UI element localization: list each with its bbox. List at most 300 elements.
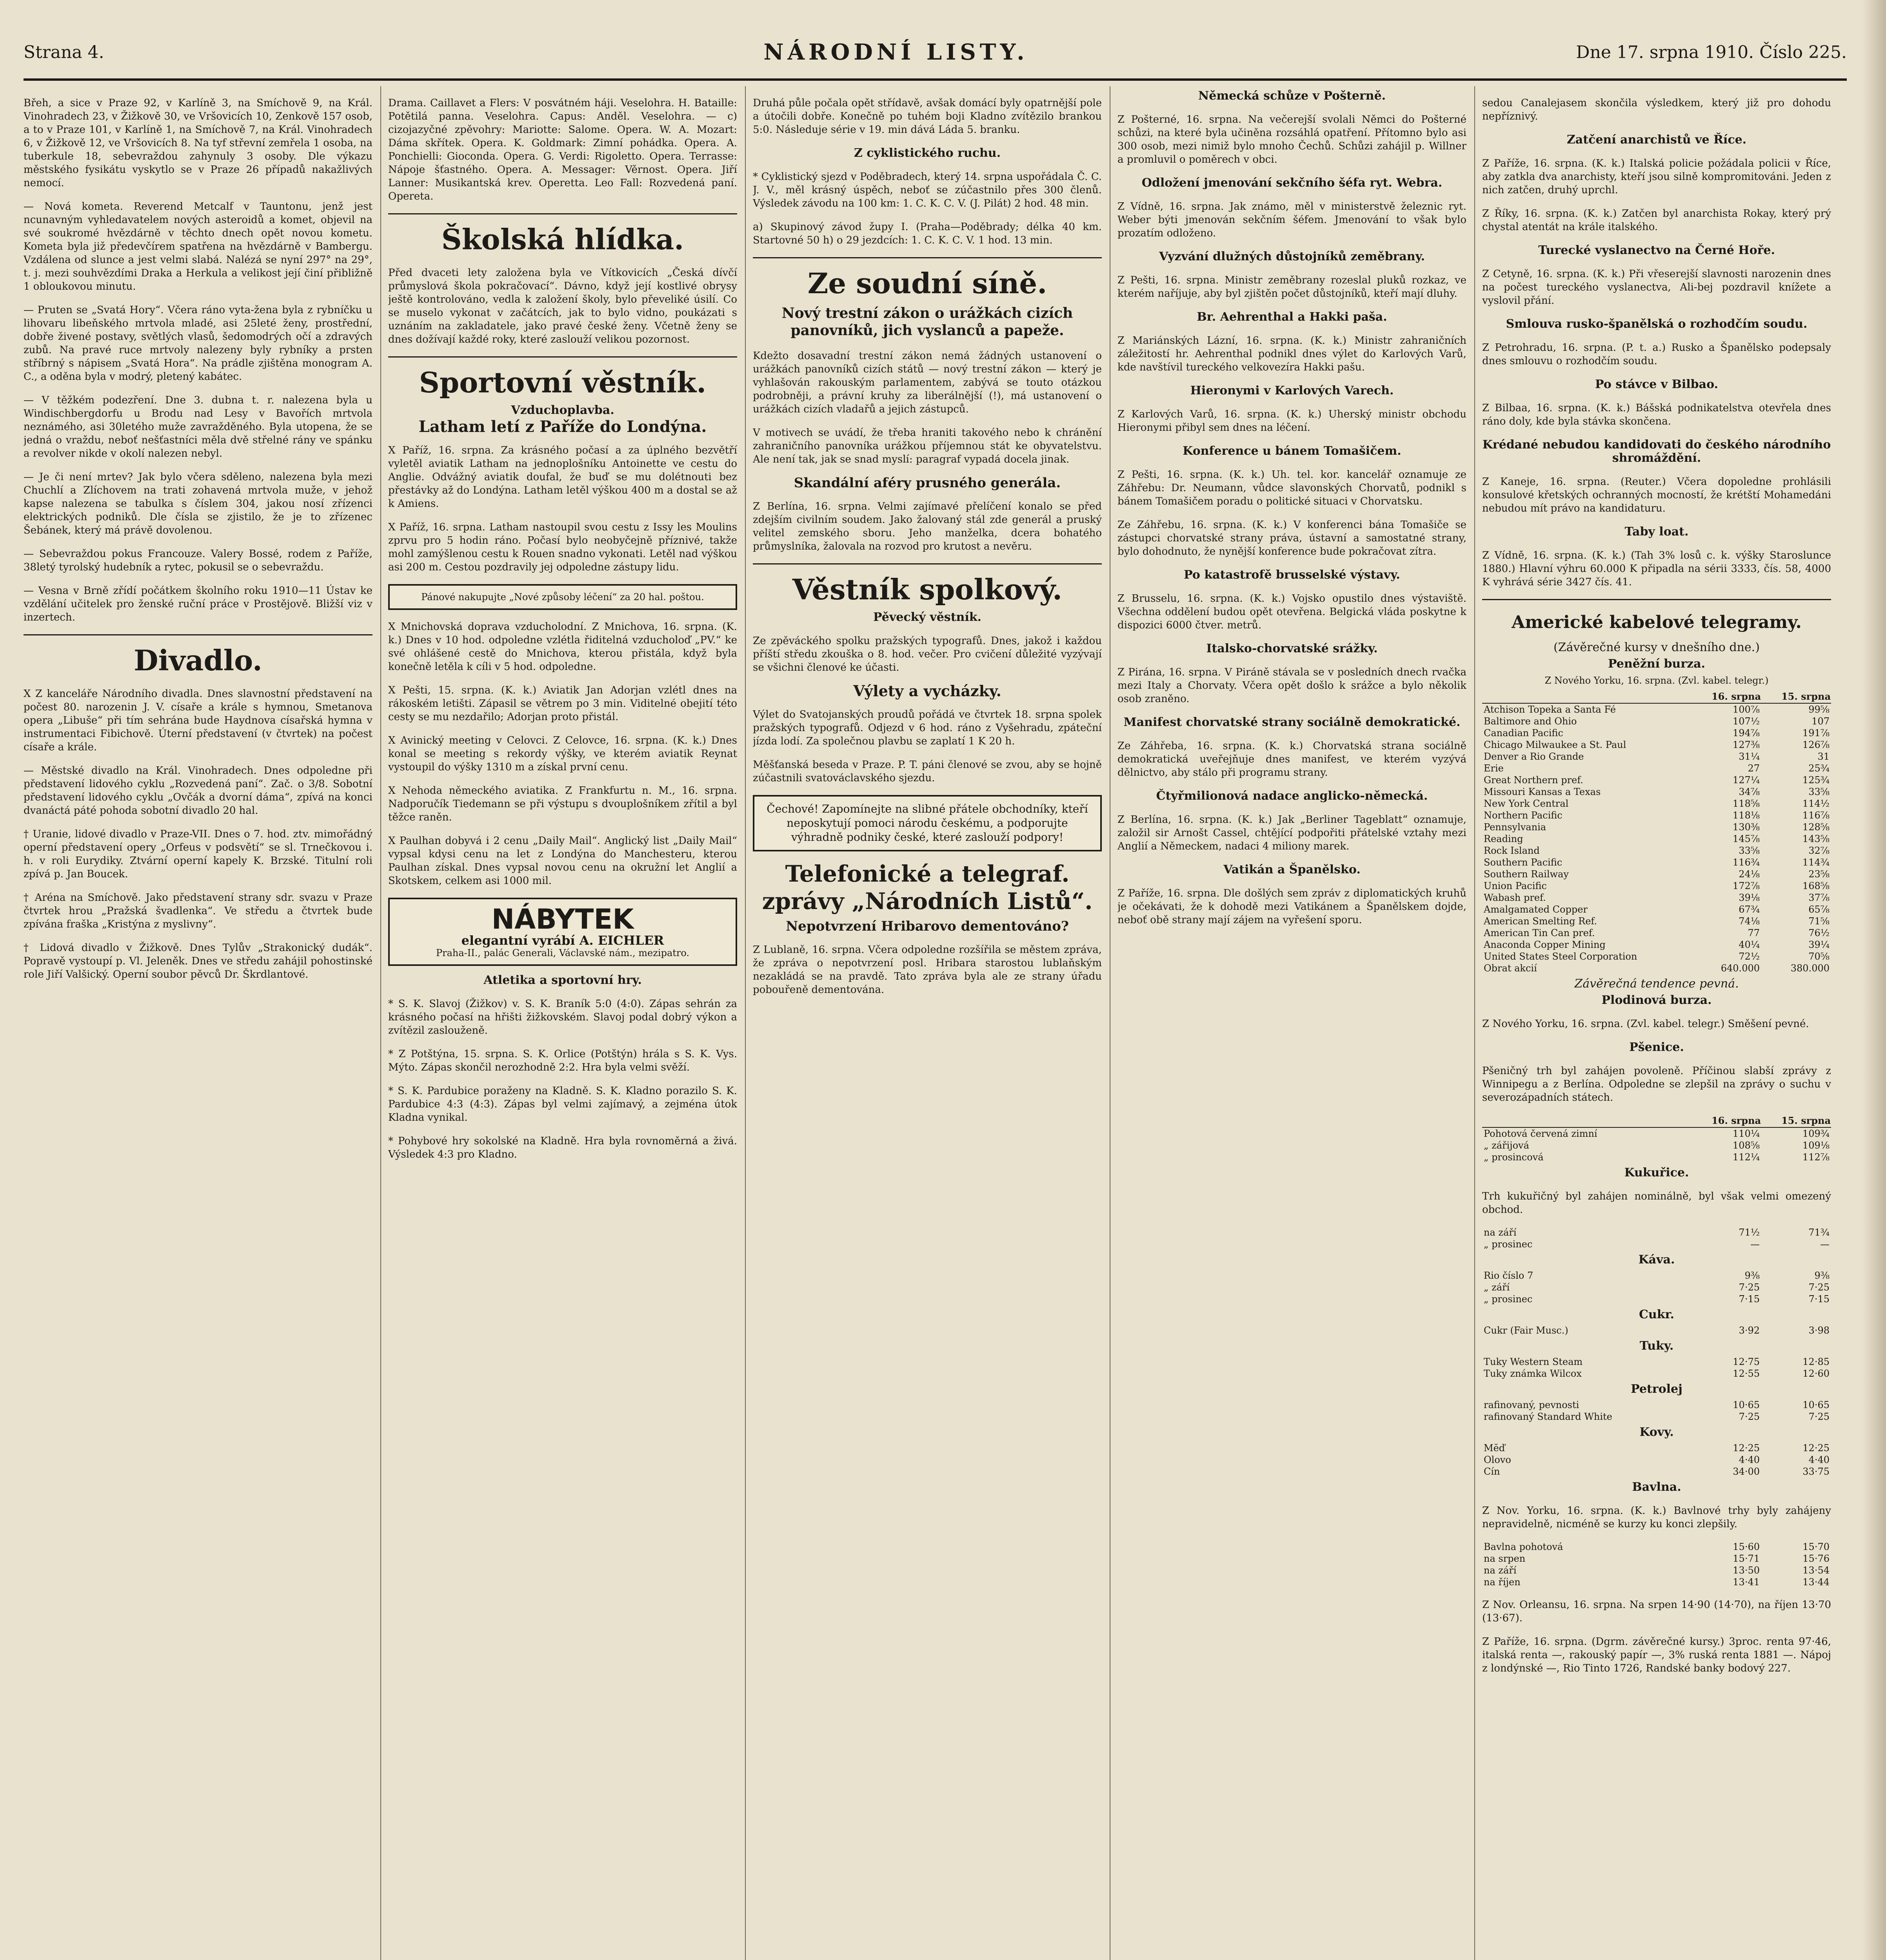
section-divadlo: Divadlo.	[134, 644, 262, 677]
headline-cukr: Cukr.	[1639, 1308, 1674, 1321]
table-value-cell: 380.000	[1790, 963, 1830, 974]
table-label-cell: Mĕď	[1484, 1443, 1505, 1454]
table-value-cell: 112⅞	[1802, 1152, 1830, 1163]
market-paragraph: Z Paříže, 16. srpna. (Dgrm. závěrečné kursy.) 3proc. renta 97·46, italská renta —, rakouský papír —, 3% ruská renta 1881 —. Nápoj z londýnské —, Rio Tinto 1726, Randské banky bodový 227.	[1482, 1636, 1831, 1674]
sport-paragraph: X Mnichovská doprava vzducholodní. Z Mnichova, 16. srpna. (K. k.) Dnes v 10 hod. odpoledne vzlétla řiditelná vzducholoď „PV.“ ke své ohlášené cestě do Mnichova, kterou přistála, když byla konečně letěla k cíli v 5 hod. odpoledne.	[388, 621, 737, 673]
table-label-cell: Cín	[1484, 1466, 1500, 1477]
table-label-cell: United States Steel Corporation	[1484, 951, 1637, 962]
table-label-cell: Pohotová červená zimní	[1484, 1128, 1597, 1139]
table-label-cell: „ prosincová	[1484, 1152, 1544, 1163]
headline-plodinova-burza: Plodinová burza.	[1601, 993, 1712, 1007]
table-value-cell: 33⅝	[1808, 786, 1830, 797]
headline-latham: Latham letí z Paříže do Londýna.	[418, 417, 707, 436]
divider	[24, 634, 372, 635]
telegraph-paragraph: Z Lublaně, 16. srpna. Včera odpoledne rozšířila se městem zpráva, že zpráva o nepotvrzení posl. Hribara starostou lublaňským nezakládá se na pravdě. Tato zpráva byla ale ze strany úřadu pobouřeně dementována.	[753, 944, 1102, 996]
table-value-cell: 3·92	[1739, 1325, 1760, 1336]
table-value-cell: 74⅛	[1739, 916, 1760, 927]
headline-hribar: Nepotvrzení Hribarovo dementováno?	[786, 918, 1069, 934]
table-row	[1482, 962, 1831, 974]
table-cukr	[1482, 1325, 1831, 1336]
table-header-cell	[1482, 690, 1692, 703]
table-value-cell: 99⅝	[1808, 704, 1830, 715]
divider	[753, 257, 1102, 258]
sport-paragraph: * Pohybové hry sokolské na Kladně. Hra byla rovnoměrná a živá. Výsledek 4:3 pro Kladno.	[388, 1135, 737, 1160]
table-value-cell: 114½	[1802, 798, 1830, 809]
headline-manifest: Manifest chorvatské strany sociálně demokratické.	[1123, 715, 1461, 729]
section-soudni-sin: Ze soudní síně.	[807, 267, 1047, 300]
headline-penezni-burza: Peněžní burza.	[1608, 657, 1705, 671]
headline-weber: Odložení jmenování sekčního šéfa ryt. Webra.	[1141, 176, 1443, 190]
table-value-cell: 40¼	[1739, 939, 1760, 950]
table-value-cell: 172⅞	[1732, 880, 1760, 891]
table-value-cell: 12·85	[1802, 1356, 1830, 1367]
table-label-cell: Northern Pacific	[1484, 810, 1563, 821]
table-value-cell: 12·60	[1802, 1368, 1830, 1379]
column-3	[753, 86, 1102, 1960]
table-header-cell: 15. srpna	[1761, 690, 1831, 703]
sport-paragraph: * S. K. Slavoj (Žižkov) v. S. K. Braník 5:0 (4:0). Zápas sehrán za krásného počasí na hřišti žižkovském. Slavoj podal dobrý výkon a zvítězil zaslouženě.	[388, 998, 737, 1036]
divider	[1482, 599, 1831, 600]
table-value-cell: 39⅛	[1739, 892, 1760, 903]
table-value-cell: 3·98	[1808, 1325, 1830, 1336]
headline-kovy: Kovy.	[1639, 1425, 1674, 1439]
news-paragraph: Z Vídně, 16. srpna. (K. k.) (Tah 3% losů c. k. výšky Staroslunce 1880.) Hlavní výhru 60.000 K připadla na sérii 3333, čís. 58, 4000 K vyhrává série 3427 čís. 41.	[1482, 550, 1831, 588]
news-paragraph: Z Paříže, 16. srpna. (K. k.) Italská policie požádala policii v Říce, aby zatkla dva anarchisty, kteří jsou silně kompromitováni. Jeden z nich zatčen, druhý uprchl.	[1482, 158, 1831, 196]
table-value-cell: 7·25	[1808, 1282, 1830, 1293]
table-value-cell: 116¾	[1732, 857, 1760, 868]
table-label-cell: Canadian Pacific	[1484, 728, 1563, 739]
headline-bavlna: Bavlna.	[1632, 1480, 1681, 1494]
table-value-cell: 15·71	[1733, 1553, 1760, 1564]
spolkovy-paragraph: Měšťanská beseda v Praze. P. T. páni členové se zvou, aby se hojně zúčastnili svatováclavského sjezdu.	[753, 759, 1102, 784]
notice-text: Čechové! Zapomínejte na slibné přátele obchodníky, kteří neposkytují pomoci národu českému, a podporujte výhradně podniky české, které zaslouží podpory!	[767, 802, 1088, 844]
table-psenice	[1482, 1114, 1831, 1163]
table-value-cell: 7·15	[1739, 1294, 1760, 1305]
article-podezreni: — V těžkém podezření. Dne 3. dubna t. r. nalezena byla u Windischbergdorfu u Brodu nad Lesy v Bavořích mrtvola neznámého, asi 30letého muže zavražděného. Byla utopena, že se jedná o vraždu, neboť nešťastníci měla dvě střelné rány ve spánku a revolver nikde v okolí nalezen nebyl.	[24, 394, 372, 459]
table-value-cell: 4·40	[1808, 1454, 1830, 1465]
market-paragraph: Pšeničný trh byl zahájen povoleně. Příčinou slabší zprávy z Winnipegu a z Berlína. Odpoledne se zlepšil na zprávy o suchu v severozápadních státech.	[1482, 1065, 1831, 1103]
headline-vatikan: Vatikán a Španělsko.	[1223, 863, 1361, 877]
table-petrolej	[1482, 1399, 1831, 1423]
table-value-cell: 107	[1812, 716, 1830, 727]
section-skolska-hlidka: Školská hlídka.	[441, 223, 684, 256]
table-value-cell: 71⅝	[1808, 916, 1830, 927]
table-row	[1482, 727, 1831, 739]
table-row	[1482, 1227, 1831, 1238]
table-label-cell: Erie	[1484, 763, 1504, 774]
sport-paragraph: X Paříž, 16. srpna. Latham nastoupil svou cestu z Issy les Moulins zprvu pro 5 hodin ráno. Počasí bylo neobyčejně příznivé, takže mohl zamýšlenou cestu k Rouen snadno vykonati. Letěl nad výškou asi 200 m. Cestou pozdravily jej odpoledne zástupy lidu.	[388, 521, 737, 573]
table-label-cell: na srpen	[1484, 1553, 1526, 1564]
article-svata-hora: — Pruten se „Svatá Hory“. Včera ráno vyta-žena byla z rybníčku u lihovaru libeňského mrtvola mladé, asi 25leté ženy, prostřední, dobře živené postavy, světlých vlasů, šedomodrých očí a zdravých zubů. Na pravé ruce mrtvoly nalezeny byly rybníky a prsten stříbrný s nápisem „Svatá Hora“. Na prádle zjištěna monogram A. C., a oděna byla v modrý, pletený kabátec.	[24, 304, 372, 383]
table-value-cell: 13·54	[1802, 1565, 1830, 1576]
table-row	[1482, 1281, 1831, 1293]
table-value-cell: 125¾	[1802, 775, 1830, 786]
article-mrtev: — Je či není mrtev? Jak bylo včera sděleno, nalezena byla mezi Chuchlí a Zlíchovem na trati zohavená mrtvola muže, v jehož kapse nalezena se tabulka s číslem 304, jakou nosí zřízenci elektrických podniků. Dle čísla se zjistilo, že je to zřízenec Šebánek, který má právě dovolenou.	[24, 471, 372, 536]
table-value-cell: 13·41	[1733, 1577, 1760, 1588]
table-value-cell: 4·40	[1739, 1454, 1760, 1465]
table-label-cell: Wabash pref.	[1484, 892, 1546, 903]
table-value-cell: 76½	[1808, 927, 1830, 938]
table-row	[1482, 786, 1831, 798]
table-row	[1482, 1325, 1831, 1336]
telegramy-subtitle: (Závěrečné kursy v dnešního dne.)	[1553, 641, 1760, 654]
table-label-cell: New York Central	[1484, 798, 1569, 809]
table-row	[1482, 1368, 1831, 1379]
column-2	[388, 86, 737, 1960]
table-kukurice	[1482, 1227, 1831, 1250]
table-value-cell: 118⅛	[1732, 810, 1760, 821]
headline-vystava: Po katastrofě brusselské výstavy.	[1184, 568, 1400, 582]
news-paragraph: Z Mariánských Lázní, 16. srpna. (K. k.) Ministr zahraničních záležitostí hr. Aehrenthal podnikl dnes výlet do Karlových Varů, kde navštívil tureckého velkovezíra Hakki pašu.	[1117, 335, 1466, 373]
sport-paragraph: X Paulhan dobyvá i 2 cenu „Daily Mail“. Anglický list „Daily Mail“ vypsal kdysi cenu na let z Londýna do Manchesteru, kterou Paulhan získal. Dnes vypsal novou cenu na okružní let Anglií a Skotskem, celkem asi 1000 mil.	[388, 835, 737, 887]
column-separator	[1474, 86, 1475, 1960]
table-value-cell: 67¾	[1739, 904, 1760, 915]
table-label-cell: Tuky známka Wilcox	[1484, 1368, 1582, 1379]
table-row	[1482, 951, 1831, 962]
table-header-row	[1482, 690, 1831, 703]
market-paragraph: Trh kukuřičný byl zahájen nominálně, byl však velmi omezený obchod.	[1482, 1191, 1831, 1216]
soudni-paragraph: V motivech se uvádí, že třeba hraniti takového nebo k chránění zahraničního panovníka urážkou příjemnou stát ke obyvatelstvu. Ale není tak, jak se snad myslí: paragraf vypadá docela jinak.	[753, 427, 1102, 465]
table-row	[1482, 739, 1831, 751]
table-row	[1482, 1127, 1831, 1140]
divadlo-paragraph: † Lidová divadlo v Žižkově. Dnes Tylův „Strakonický dudák“. Popravě vystoupí p. Vl. Jeleněk. Dnes ve středu zahájil pohostinské role Jiří Valšický. Operní soubor pěvců Dr. Škrdlantové.	[24, 942, 372, 980]
table-label-cell: na září	[1484, 1565, 1517, 1576]
table-row	[1482, 751, 1831, 762]
column-4	[1117, 86, 1466, 1960]
table-row	[1482, 703, 1831, 715]
table-row	[1482, 1293, 1831, 1305]
notice-box-cechove	[753, 795, 1102, 851]
table-row	[1482, 798, 1831, 809]
sport-paragraph: * S. K. Pardubice poraženy na Kladně. S. K. Kladno porazilo S. K. Pardubice 4:3 (4:3). Zápas byl velmi zajímavý, a zejména útok Kladna vynikal.	[388, 1085, 737, 1123]
subhead-pevecky: Pěvecký věstník.	[873, 610, 981, 624]
table-row	[1482, 762, 1831, 774]
table-row	[1482, 715, 1831, 727]
column-1	[24, 86, 372, 1960]
ad-eichler-title: NÁBYTEK	[491, 903, 634, 935]
table-kovy	[1482, 1442, 1831, 1477]
table-value-cell: 33⅝	[1739, 845, 1760, 856]
table-row	[1482, 821, 1831, 833]
news-paragraph: Z Pirána, 16. srpna. V Piráně stávala se v posledních dnech rvačka mezi Italy a Chorvaty. Včera opět došlo k srážce a bylo několik osob zraněno.	[1117, 666, 1466, 705]
headline-hieronymi: Hieronymi v Karlových Varech.	[1190, 384, 1394, 397]
table-label-cell: Southern Railway	[1484, 869, 1569, 880]
headline-konference: Konference u bánem Tomašičem.	[1183, 444, 1401, 458]
subhead-vylety: Výlety a vycházky.	[853, 682, 1001, 700]
news-paragraph: Z Cetyně, 16. srpna. (K. k.) Při vřeserejší slavnosti narozenin dnes na počest tureckého vyslanectva, Ali-bej pozdravil knížete a vyslovil přání.	[1482, 268, 1831, 307]
table-value-cell: 72½	[1739, 951, 1760, 962]
table-row	[1482, 1553, 1831, 1564]
news-paragraph: Z Kaneje, 16. srpna. (Reuter.) Včera dopoledne prohlásili konsulové křetských ochranných mocností, že krétští Mohamedáni nebudou mít právo na kandidaturu.	[1482, 476, 1831, 514]
table-value-cell: 130⅜	[1732, 822, 1760, 833]
table-tuky	[1482, 1356, 1831, 1379]
news-paragraph: Z Petrohradu, 16. srpna. (P. t. a.) Rusko a Španělsko podepsaly dnes smlouvu o rozhodčím soudu.	[1482, 342, 1831, 367]
subhead-vzduchoplavba: Vzduchoplavba.	[511, 403, 614, 417]
table-value-cell: 77	[1748, 927, 1760, 938]
table-label-cell: Cukr (Fair Musc.)	[1484, 1325, 1568, 1336]
table-penezni-burza	[1482, 690, 1831, 974]
table-value-cell: 127⅜	[1732, 739, 1760, 750]
table-label-cell: na říjen	[1484, 1577, 1521, 1588]
table-label-cell: „ prosinec	[1484, 1294, 1533, 1305]
divider	[388, 213, 737, 214]
table-row	[1482, 774, 1831, 786]
table-value-cell: 640.000	[1721, 963, 1760, 974]
table-label-cell: Pennsylvania	[1484, 822, 1546, 833]
sport-paragraph: X Avinický meeting v Celovci. Z Celovce, 16. srpna. (K. k.) Dnes konal se meeting s rekordy výšky, ve kterém aviatik Reynat vystoupil do výšky 1310 m a získal první cenu.	[388, 735, 737, 773]
table-value-cell: 37⅞	[1808, 892, 1830, 903]
headline-petrolej: Petrolej	[1631, 1382, 1683, 1396]
table-row	[1482, 939, 1831, 951]
news-paragraph: Z Berlína, 16. srpna. (K. k.) Jak „Berliner Tageblatt“ oznamuje, založil sir Arnošt Cassel, chtějící podpořiti přátelské vztahy mezi Anglií a Německem, nadaci 4 miliony marek.	[1117, 814, 1466, 852]
table-value-cell: 33·75	[1802, 1466, 1830, 1477]
table-label-cell: Union Pacific	[1484, 880, 1547, 891]
headline-zemebrana: Vyzvání dlužných důstojníků zeměbrany.	[1159, 250, 1425, 263]
table-label-cell: American Tin Can pref.	[1484, 927, 1595, 938]
penezni-dateline: Z Nového Yorku, 16. srpna. (Zvl. kabel. telegr.)	[1544, 675, 1769, 686]
table-value-cell: 15·70	[1802, 1541, 1830, 1552]
spolkovy-paragraph: Ze zpěváckého spolku pražských typografů. Dnes, jakož i každou příští středu zkouška o 8. hod. večer. Pro cvičení důležité vyzývají se všichni členové ke účasti.	[753, 635, 1102, 673]
divadlo-paragraph: † Aréna na Smíchově. Jako představení strany sdr. svazu v Praze čtvrtek hrou „Pražská švadlenka“. Ve středu a čtvrtek bude zpívána fraška „Kristýna z myslivny“.	[24, 892, 372, 930]
table-label-cell: Missouri Kansas a Texas	[1484, 786, 1601, 797]
table-value-cell: 116⅞	[1802, 810, 1830, 821]
table-row	[1482, 1411, 1831, 1423]
table-value-cell: 168⅝	[1802, 880, 1830, 891]
article-francouz: — Sebevraždou pokus Francouze. Valery Bossé, rodem z Paříže, 38letý tyrolský hudebník a rytec, pokusil se o sebevraždu.	[24, 548, 372, 573]
table-value-cell: 32⁷⁄₈	[1808, 845, 1830, 856]
table-kava	[1482, 1270, 1831, 1305]
table-label-cell: Bavlna pohotová	[1484, 1541, 1563, 1552]
table-value-cell: 31¼	[1739, 751, 1760, 762]
table-label-cell: Obrat akcií	[1484, 963, 1537, 974]
table-label-cell: Great Northern pref.	[1484, 775, 1583, 786]
table-header-cell	[1482, 1114, 1692, 1127]
table-label-cell: Southern Pacific	[1484, 857, 1563, 868]
table-header-row	[1482, 1114, 1831, 1127]
table-value-cell: 127¹⁄₄	[1732, 775, 1760, 786]
table-label-cell: „ prosinec	[1484, 1239, 1533, 1250]
skolska-paragraph: Před dvaceti lety založena byla ve Vítkovicích „Česká dívčí průmyslová škola pokračovací“. Dávno, když její kostlivé obrysy ještě kontrolováno, vedla k založení školy, bylo převeliké úsilí. Co se muselo vykonat v začátcích, jak to bylo vidno, poukázati s uznáním na zakladatele, jako pravé české ženy. Včetně ženy se dnes dožívají každé roky, které zaslouží velikou pozornost.	[388, 267, 737, 345]
table-value-cell: 7·15	[1808, 1294, 1830, 1305]
headline-skandalni-afery: Skandální aféry prusného generála.	[794, 475, 1061, 491]
table-value-cell: 34⅞	[1739, 786, 1760, 797]
table-label-cell: rafinovaný Standard White	[1484, 1411, 1612, 1422]
table-label-cell: Chicago Milwaukee a St. Paul	[1484, 739, 1626, 750]
column-separator	[380, 86, 381, 1960]
market-paragraph: Z Nov. Yorku, 16. srpna. (K. k.) Bavlnové trhy byly zahájeny nepravidelně, nicméně se kurzy ku konci zlepšily.	[1482, 1505, 1831, 1530]
section-sportovni-vestnik: Sportovní věstník.	[419, 366, 707, 399]
table-value-cell: 12·55	[1733, 1368, 1760, 1379]
table-value-cell: 65⅞	[1808, 904, 1830, 915]
table-value-cell: 15·76	[1802, 1553, 1830, 1564]
table-value-cell: 25¾	[1808, 763, 1830, 774]
table-value-cell: 143⅝	[1802, 833, 1830, 844]
headline-psenice: Pšenice.	[1629, 1040, 1684, 1054]
article-vesna: — Vesna v Brně zřídí počátkem školního roku 1910—11 Ústav ke vzdělání učitelek pro ženské ruční práce v Prostějově. Bližší viz v inzertech.	[24, 585, 372, 623]
table-value-cell: 191⅞	[1802, 728, 1830, 739]
table-label-cell: „ září	[1484, 1282, 1510, 1293]
table-value-cell: 118⅝	[1732, 798, 1760, 809]
market-paragraph: Z Nového Yorku, 16. srpna. (Zvl. kabel. telegr.) Směšení pevné.	[1482, 1018, 1809, 1030]
table-value-cell: 27	[1748, 763, 1760, 774]
headline-kukurice: Kukuřice.	[1624, 1166, 1689, 1180]
headline-posterna: Německá schůze v Pošterně.	[1198, 89, 1386, 103]
headline-tahy: Taby loat.	[1624, 525, 1689, 539]
page-edge-shadow	[1862, 0, 1886, 1960]
table-label-cell: rafinovaný, pevnosti	[1484, 1399, 1579, 1410]
table-header-cell: 16. srpna	[1692, 690, 1761, 703]
table-row	[1482, 1576, 1831, 1588]
subhead-cyklistika: Z cyklistického ruchu.	[854, 146, 1001, 160]
headline-hakki: Br. Aehrenthal a Hakki paša.	[1197, 310, 1387, 324]
table-row	[1482, 904, 1831, 915]
table-row	[1482, 1564, 1831, 1576]
headline-trestni-zakon: Nový trestní zákon o urážkách cizích panovníků, jich vyslanců a papeže.	[781, 305, 1073, 339]
table-value-cell: 24⅛	[1739, 869, 1760, 880]
news-paragraph: Z Karlových Varů, 16. srpna. (K. k.) Uherský ministr obchodu Hieronymi přibyl sem dnes na léčení.	[1117, 408, 1466, 434]
table-label-cell: Tuky Western Steam	[1484, 1356, 1583, 1367]
table-label-cell: Denver a Rio Grande	[1484, 751, 1584, 762]
spolkovy-paragraph: Výlet do Svatojanských proudů pořádá ve čtvrtek 18. srpna spolek pražských typografů. Odjezd v 6 hod. ráno z Vyšehradu, zpáteční jízda lodí. Za společnou plavbu se zaplatí 1 K 20 h.	[753, 709, 1102, 747]
table-header-cell: 15. srpna	[1761, 1114, 1831, 1127]
news-paragraph: Z Bilbaa, 16. srpna. (K. k.) Bášská podnikatelstva otevřela dnes ráno doly, kde byla stávka skončena.	[1482, 402, 1831, 427]
cyklistika-paragraph: * Cyklistický sjezd v Poděbradech, který 14. srpna uspořádala Č. C. J. V., měl krásný úspěch, neboť se zúčastnilo přes 300 členů. Výsledek závodu na 100 km: 1. C. K. C. V. (J. Pilát) 2 hod. 48 min.	[753, 171, 1102, 209]
table-value-cell: 12·25	[1802, 1443, 1830, 1454]
column-5	[1482, 86, 1831, 1960]
table-label-cell: Amalgamated Copper	[1484, 904, 1588, 915]
table-row	[1482, 1466, 1831, 1477]
headline-kandidatura: Krédané nebudou kandidovati do českého národního shromáždění.	[1482, 438, 1831, 465]
headline-bilbao: Po stávce v Bilbao.	[1595, 377, 1718, 391]
article-paragraph: Drama. Caillavet a Flers: V posvátném háji. Veselohra. H. Bataille: Potětilá panna. Veselohra. Capus: Anděl. Veselohra. — c) cizojazyčné zpěvohry: Mariotte: Salome. Opera. W. A. Mozart: Dáma skřítek. Opera. K. Goldmark: Zimní pohádka. Opera. A. Ponchielli: Gioconda. Opera. G. Verdi: Rigoletto. Opera. Terrasse: Nápoje šťastného. Opera. A. Messager: Věrnost. Opera. Jiří Lanner: Musikantská krev. Operetta. Leo Fall: Rozvedená paní. Opereta.	[388, 97, 737, 202]
table-row	[1482, 1399, 1831, 1411]
table-label-cell: „ zářijová	[1484, 1140, 1529, 1151]
sport-paragraph: X Paříž, 16. srpna. Za krásného počasí a za úplného bezvětří vyletěl aviatik Latham na jednoplošníku Antoinette ve cestu do Anglie. Odvážný aviatik doufal, že buď se mu dolétnouti bez přestávky až do Londýna. Latham letěl výškou 400 m a dostal se až k Amiens.	[388, 445, 737, 510]
headline-kava: Káva.	[1638, 1253, 1675, 1267]
divider	[753, 563, 1102, 564]
table-row	[1482, 1541, 1831, 1553]
divadlo-paragraph: X Z kanceláře Národního divadla. Dnes slavnostní představení na počest 80. narozenin J. V. císaře a krále s hymnou, Smetanova opera „Libuše“ při tím sehrána bude Haydnova císařská hymna v instrumentaci Fibichově. Úterní představení (v čtvrtek) na počest císaře a krále.	[24, 688, 372, 753]
soudni-paragraph: Kdežto dosavadní trestní zákon nemá žádných ustanovení o urážkách panovníků cizích států — nový trestní zákon — který je vyhlašován rakouským parlamentem, zabývá se touto otázkou podrobněji, a právní kruhy za liberálnější (!), má ustanovení o urážkách cizích vladařů a jejich zástupců.	[753, 350, 1102, 415]
article-paragraph: Druhá půle počala opět střídavě, avšak domácí byly opatrnější pole a útočili dobře. Konečně po tuhém boji Kladno zvítězilo brankou 5:0. Následuje série v 19. min dává Láda 5. branku.	[753, 97, 1102, 136]
section-vestnik-spolkovy: Věstník spolkový.	[792, 573, 1063, 606]
page-label: Strana 4.	[24, 42, 104, 62]
table-value-cell: 109⅛	[1802, 1140, 1830, 1151]
table-label-cell: Atchison Topeka a Santa Fé	[1484, 704, 1616, 715]
table-value-cell: 34·00	[1733, 1466, 1760, 1477]
headline-turecke: Turecké vyslanectvo na Černé Hoře.	[1538, 243, 1775, 257]
table-bavlna	[1482, 1541, 1831, 1588]
market-paragraph: Z Nov. Orleansu, 16. srpna. Na srpen 14·90 (14·70), na říjen 13·70 (13·67).	[1482, 1599, 1831, 1624]
ad-text: Pánové nakupujte „Nové způsoby léčení“ za 20 hal. poštou.	[421, 592, 704, 603]
table-row	[1482, 845, 1831, 857]
table-value-cell: 108⅝	[1732, 1140, 1760, 1151]
table-row	[1482, 1270, 1831, 1281]
headline-smlouva: Smlouva rusko-španělská o rozhodčím soudu.	[1506, 317, 1808, 331]
table-value-cell: 12·25	[1733, 1443, 1760, 1454]
news-paragraph: Z Paříže, 16. srpna. Dle došlých sem zpráv z diplomatických kruhů je očekávati, že k dohodě mezi Vatikánem a Španělskem dojde, neboť obě strany mají zájem na vyřešení sporu.	[1117, 887, 1466, 926]
columns	[24, 86, 1847, 1960]
news-paragraph: Z Pošterné, 16. srpna. Na večerejší svolali Němci do Pošterné schůzi, na které byla učiněna rozsáhlá opatření. Přítomno bylo asi 300 osob, mezi nimiž bylo mnoho Čechů. Schůzi zahájil p. Willner a promluvil o poměrech v obci.	[1117, 114, 1466, 165]
table-value-cell: 39¼	[1808, 939, 1830, 950]
table-value-cell: —	[1820, 1239, 1830, 1250]
table-value-cell: 13·50	[1733, 1565, 1760, 1576]
news-paragraph: Z Pešti, 16. srpna. Ministr zeměbrany rozeslal pluků rozkaz, ve kterém naříjuje, aby byl zjištěn počet důstojníků, kteří mají dluhy.	[1117, 274, 1466, 299]
table-value-cell: 194⁷⁄₈	[1732, 728, 1760, 739]
news-paragraph: Ze Záhřeba, 16. srpna. (K. k.) Chorvatská strana sociálně demokratická uveřejňuje dnes manifest, ve kterém vyzývá dělnictvo, aby stálo při programu strany.	[1117, 740, 1466, 779]
table-header-cell: 16. srpna	[1692, 1114, 1761, 1127]
table-row	[1482, 1356, 1831, 1368]
table-value-cell: 15·60	[1733, 1541, 1760, 1552]
table-value-cell: 10·65	[1802, 1399, 1830, 1410]
table-row	[1482, 915, 1831, 927]
table-value-cell: 7·25	[1739, 1282, 1760, 1293]
table-value-cell: 114¾	[1802, 857, 1830, 868]
table-label-cell: Rio číslo 7	[1484, 1270, 1534, 1281]
news-paragraph: Z Pešti, 16. srpna. (K. k.) Uh. tel. kor. kancelář oznamuje ze Záhřebu: Dr. Neumann, vůdce slavonských Chorvatů, podnikl s bánem Tomašičem poradu o politické situaci v Chorvatsku.	[1117, 469, 1466, 507]
table-row	[1482, 1238, 1831, 1250]
article-kometa: — Nová kometa. Reverend Metcalf v Tauntonu, jenž jest ncunavným vyhledavatelem nových asteroidů a komet, objevil na své soukromé hvězdárně v těchto dnech opět novou kometu. Kometa byla již předevčírem spatřena na hvězdárně v Bambergu. Vzdálena od slunce a jest velmi slabá. Nalézá se nyní 297° na 29°, t. j. mezi souhvězdími Draka a Herkula a velikost její činí přibližně 1 obloukovou minutu.	[24, 201, 372, 292]
section-kabelove-telegramy: Americké kabelové telegramy.	[1512, 612, 1802, 632]
headline-anarchisti: Zatčení anarchistů ve Říce.	[1566, 133, 1747, 147]
table-value-cell: 145⅞	[1732, 833, 1760, 844]
table-value-cell: 128⅝	[1802, 822, 1830, 833]
headline-italsko: Italsko-chorvatské srážky.	[1206, 642, 1378, 655]
table-row	[1482, 1140, 1831, 1151]
table-value-cell: 107¹⁄₂	[1732, 716, 1760, 727]
penezni-note: Závěrečná tendence pevná.	[1574, 977, 1739, 991]
article-paragraph: Břeh, a sice v Praze 92, v Karlíně 3, na Smíchově 9, na Král. Vinohradech 23, v Žižkově 30, ve Vršovicích 10, Zenkově 157 osob, a to v Praze 101, v Karlíně 1, na Smíchově 7, na Král. Vinohradech 6, v Žižkově 12, ve Vršovicích 8. Na tyf střevní zemřela 1 osoba, na tuberkule 18, sebevraždou zahynuly 3 osoby. Dle výkazu městského fysikátu vyskytlo se v Praze 26 případů nakažlivých nemocí.	[24, 97, 372, 189]
table-value-cell: 71¾	[1808, 1227, 1830, 1238]
news-paragraph: sedou Canalejasem skončila výsledkem, který již pro dohodu nepříznivý.	[1482, 97, 1831, 122]
divadlo-paragraph: † Uranie, lidové divadlo v Praze-VII. Dnes o 7. hod. ztv. mimořádný operní představení opery „Orfeus v podsvětí“ se sl. Trnečkovou i. h. v roli Eurydiky. Ztvární operní kapely K. Brzské. Titulní roli zpívá p. Jan Boucek.	[24, 828, 372, 880]
table-value-cell: 100⁷⁄₈	[1732, 704, 1760, 715]
headline-nadace: Čtyřmilionová nadace anglicko-německá.	[1156, 789, 1428, 803]
table-value-cell: 71½	[1739, 1227, 1760, 1238]
table-value-cell: —	[1750, 1239, 1760, 1250]
table-value-cell: 12·75	[1733, 1356, 1760, 1367]
news-paragraph: Z Brusselu, 16. srpna. (K. k.) Vojsko opustilo dnes výstaviště. Všechna oddělení budou opět otevřena. Belgická vláda poskytne k dispozici 6000 čtver. metrů.	[1117, 593, 1466, 631]
table-label-cell: Rock Island	[1484, 845, 1540, 856]
table-value-cell: 23⅝	[1808, 869, 1830, 880]
headline-tuky: Tuky.	[1639, 1339, 1674, 1353]
table-value-cell: 9⅜	[1744, 1270, 1760, 1281]
sport-paragraph: * Z Potštýna, 15. srpna. S. K. Orlice (Potštýn) hrála s S. K. Vys. Mýto. Zápas skončil nerozhodně 2:2. Hra byla velmi svěží.	[388, 1048, 737, 1073]
subhead-atletika: Atletika a sportovní hry.	[483, 973, 642, 987]
table-label-cell: Baltimore and Ohio	[1484, 716, 1577, 727]
table-row	[1482, 857, 1831, 868]
table-value-cell: 13·44	[1802, 1577, 1830, 1588]
advertisement-box	[388, 584, 737, 610]
table-label-cell: Reading	[1484, 833, 1523, 844]
table-value-cell: 70⅝	[1808, 951, 1830, 962]
sport-paragraph: X Nehoda německého aviatika. Z Frankfurtu n. M., 16. srpna. Nadporučík Tiedemann se při výstupu s dvouplošníkem zřítil a byl těžce raněn.	[388, 785, 737, 823]
ad-eichler-address: Praha-II., palác Generali, Václavské nám., mezipatro.	[436, 947, 690, 958]
table-value-cell: 109¾	[1802, 1128, 1830, 1139]
table-value-cell: 10·65	[1733, 1399, 1760, 1410]
table-row	[1482, 1454, 1831, 1466]
ad-eichler-subtitle: elegantní vyrábí A. EICHLER	[461, 933, 664, 948]
divider	[388, 356, 737, 358]
table-row	[1482, 927, 1831, 939]
table-value-cell: 110¼	[1732, 1128, 1760, 1139]
cyklistika-paragraph: a) Skupinový závod župy I. (Praha—Poděbrady; délka 40 km. Startovné 50 h) o 29 jezdcích: 1. C. K. C. V. 1 hod. 13 min.	[753, 221, 1102, 246]
table-row	[1482, 809, 1831, 821]
table-value-cell: 7·25	[1808, 1411, 1830, 1422]
news-paragraph: Z Říky, 16. srpna. (K. k.) Zatčen byl anarchista Rokay, který prý chystal atentát na krále italského.	[1482, 208, 1831, 233]
table-row	[1482, 1442, 1831, 1454]
table-value-cell: 7·25	[1739, 1411, 1760, 1422]
